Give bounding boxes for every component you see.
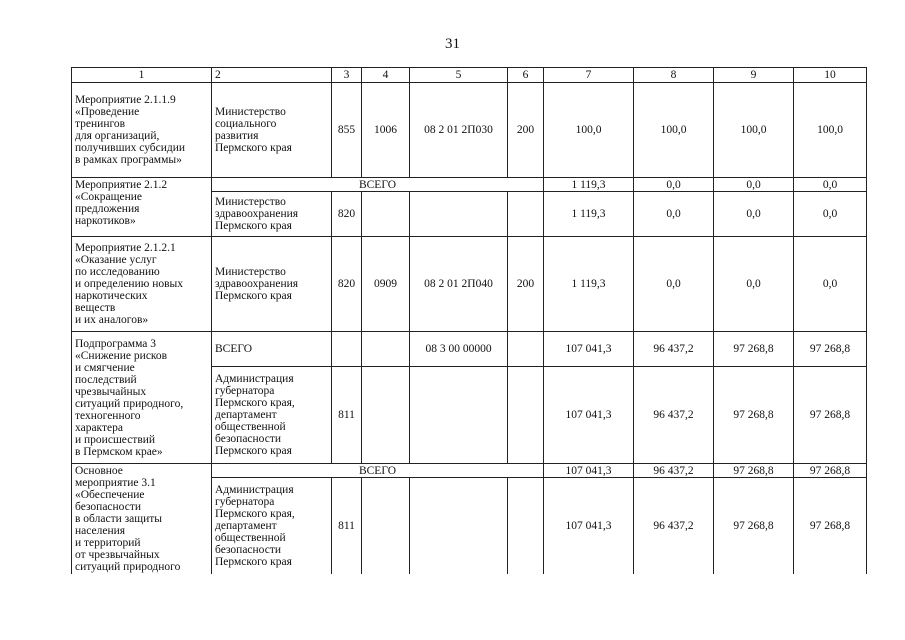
table-row: [72, 237, 867, 332]
section-code: [362, 332, 410, 367]
amount-year-1: 1 119,3: [544, 192, 634, 237]
amount-year-2: 0,0: [634, 192, 714, 237]
activity-name: Мероприятие 2.1.1.9 «Проведение тренингов для организаций, получивших субсидии в рамках программы»: [72, 83, 212, 178]
responsible-org: Министерство социального развития Пермского края: [212, 83, 332, 178]
section-code: 1006: [362, 83, 410, 178]
amount-year-3: 0,0: [714, 192, 794, 237]
header-cell-6: 6: [508, 68, 544, 83]
table-row: [72, 83, 867, 178]
section-code: 0909: [362, 237, 410, 332]
grbs-code: 820: [332, 237, 362, 332]
section-code: [362, 367, 410, 464]
total-year-4: 0,0: [794, 178, 867, 192]
activity-name: Подпрограмма 3 «Снижение рисков и смягчение последствий чрезвычайных ситуаций природного, техногенного характера и происшествий в Пермском крае»: [72, 332, 212, 464]
header-cell-7: 7: [544, 68, 634, 83]
amount-year-4: 0,0: [794, 237, 867, 332]
amount-year-4: 0,0: [794, 192, 867, 237]
target-article: [410, 478, 508, 574]
total-label: ВСЕГО: [212, 178, 544, 192]
expense-type: 200: [508, 237, 544, 332]
amount-year-2: 0,0: [634, 237, 714, 332]
header-cell-5: 5: [410, 68, 508, 83]
target-article: 08 3 00 00000: [410, 332, 508, 367]
amount-year-1: 107 041,3: [544, 367, 634, 464]
responsible-org: Министерство здравоохранения Пермского края: [212, 237, 332, 332]
total-year-2: 96 437,2: [634, 464, 714, 478]
activity-name: Мероприятие 2.1.2 «Сокращение предложения наркотиков»: [72, 178, 212, 237]
amount-year-4: 97 268,8: [794, 478, 867, 574]
total-year-1: 107 041,3: [544, 332, 634, 367]
section-code: [362, 192, 410, 237]
page-number: 31: [445, 36, 460, 52]
amount-year-3: 97 268,8: [714, 478, 794, 574]
activity-name: Мероприятие 2.1.2.1 «Оказание услуг по исследованию и определению новых наркотических веществ и их аналогов»: [72, 237, 212, 332]
header-cell-9: 9: [714, 68, 794, 83]
amount-year-4: 100,0: [794, 83, 867, 178]
total-year-2: 96 437,2: [634, 332, 714, 367]
target-article: [410, 367, 508, 464]
expense-type: 200: [508, 83, 544, 178]
expense-type: [508, 192, 544, 237]
amount-year-2: 100,0: [634, 83, 714, 178]
total-year-1: 107 041,3: [544, 464, 634, 478]
target-article: 08 2 01 2П040: [410, 237, 508, 332]
total-year-2: 0,0: [634, 178, 714, 192]
header-cell-4: 4: [362, 68, 410, 83]
expense-type: [508, 478, 544, 574]
total-year-3: 97 268,8: [714, 464, 794, 478]
total-year-1: 1 119,3: [544, 178, 634, 192]
amount-year-2: 96 437,2: [634, 367, 714, 464]
table-row-total: [72, 332, 867, 367]
grbs-code: 811: [332, 478, 362, 574]
header-cell-2: 2: [212, 68, 332, 83]
total-year-3: 97 268,8: [714, 332, 794, 367]
activity-name: Основное мероприятие 3.1 «Обеспечение безопасности в области защиты населения и территорий от чрезвычайных ситуаций природного: [72, 464, 212, 575]
table-row-total: [72, 464, 867, 478]
total-year-4: 97 268,8: [794, 332, 867, 367]
amount-year-1: 1 119,3: [544, 237, 634, 332]
total-label: ВСЕГО: [212, 332, 332, 367]
header-row: [72, 68, 867, 83]
header-cell-1: 1: [72, 68, 212, 83]
grbs-code: 811: [332, 367, 362, 464]
grbs-code: 855: [332, 83, 362, 178]
header-cell-3: 3: [332, 68, 362, 83]
amount-year-1: 100,0: [544, 83, 634, 178]
expense-type: [508, 367, 544, 464]
total-label: ВСЕГО: [212, 464, 544, 478]
header-cell-10: 10: [794, 68, 867, 83]
budget-table: [71, 67, 867, 574]
expense-type: [508, 332, 544, 367]
target-article: [410, 192, 508, 237]
amount-year-3: 0,0: [714, 237, 794, 332]
target-article: 08 2 01 2П030: [410, 83, 508, 178]
table-row-total: [72, 178, 867, 192]
section-code: [362, 478, 410, 574]
amount-year-4: 97 268,8: [794, 367, 867, 464]
amount-year-1: 107 041,3: [544, 478, 634, 574]
amount-year-2: 96 437,2: [634, 478, 714, 574]
amount-year-3: 97 268,8: [714, 367, 794, 464]
responsible-org: Министерство здравоохранения Пермского края: [212, 192, 332, 237]
responsible-org: Администрация губернатора Пермского края, департамент общественной безопасности Пермского края: [212, 367, 332, 464]
grbs-code: 820: [332, 192, 362, 237]
amount-year-3: 100,0: [714, 83, 794, 178]
responsible-org: Администрация губернатора Пермского края, департамент общественной безопасности Пермского края: [212, 478, 332, 574]
total-year-4: 97 268,8: [794, 464, 867, 478]
total-year-3: 0,0: [714, 178, 794, 192]
grbs-code: [332, 332, 362, 367]
header-cell-8: 8: [634, 68, 714, 83]
